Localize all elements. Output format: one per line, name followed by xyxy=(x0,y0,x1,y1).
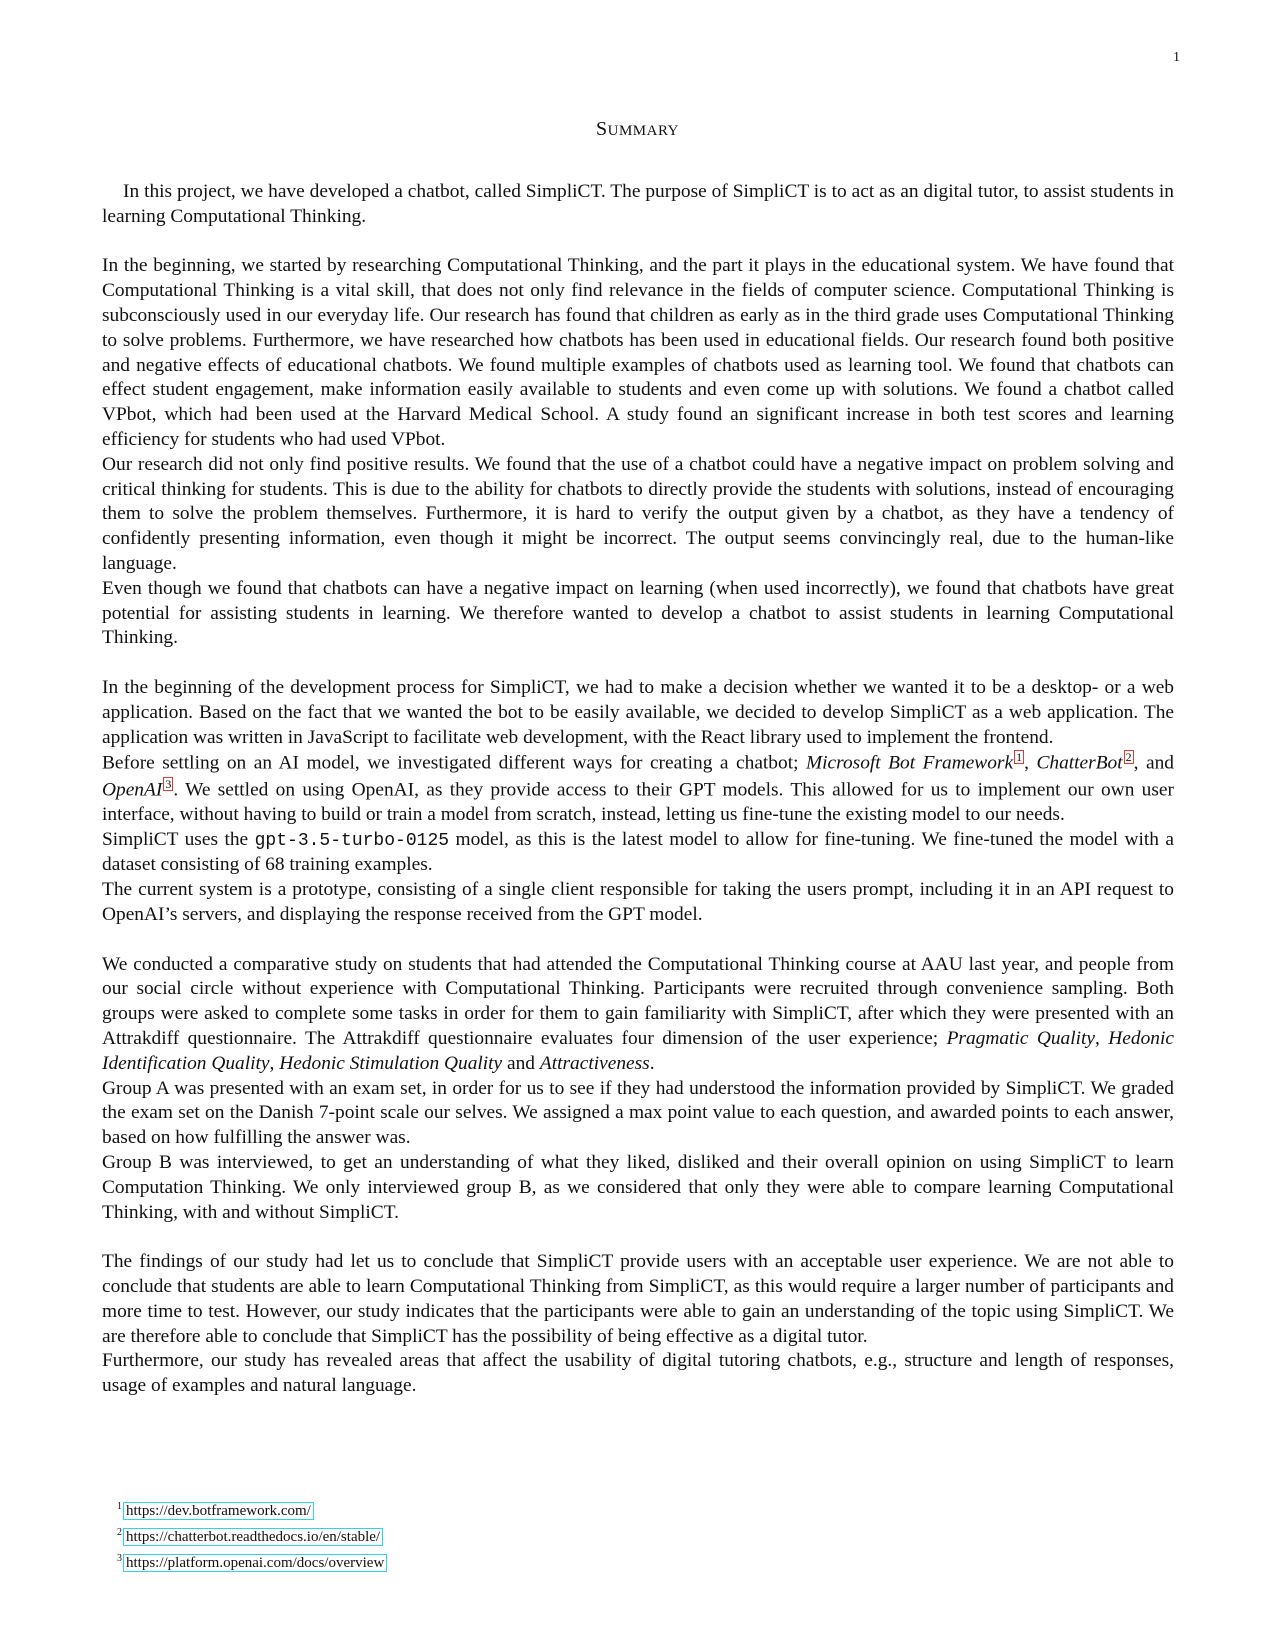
footnote-link-2[interactable]: https://chatterbot.readthedocs.io/en/stable/ xyxy=(123,1528,383,1546)
hedonic-identification-term: Hedonic Identification Quality xyxy=(102,1028,1174,1074)
footnotes xyxy=(117,1496,387,1574)
hedonic-stimulation-term: Hedonic Stimulation Quality xyxy=(279,1052,503,1074)
pragmatic-quality-term: Pragmatic Quality xyxy=(946,1028,1096,1050)
paragraph-prototype: The current system is a prototype, consisting of a single client responsible for taking the users prompt, including it in an API request to OpenAI’s servers, and displaying the response received from the GPT model. xyxy=(102,879,1174,926)
microsoft-bot-framework-term: Microsoft Bot Framework xyxy=(805,752,1014,774)
paragraph-study: We conducted a comparative study on students that had attended the Computational Thinking course at AAU last year, and people from our social circle without experience with Computational Thinking. Participants were recruited through convenience sampling. Both groups were asked to complete some tasks in order for them to gain familiarity with SimpliCT, after which they were presented with an Attrakdiff questionnaire. The Attrakdiff questionnaire evaluates four dimension of the user experience; Pragmatic Quality, Hedonic Identification Quality, Hedonic Stimulation Quality and Attractiveness. xyxy=(102,953,1174,1074)
footnote-link-3[interactable]: https://platform.openai.com/docs/overview xyxy=(123,1554,387,1572)
summary-body xyxy=(102,180,1174,1399)
footnote-3: $^3$ https://platform.openai.com/docs/overview xyxy=(117,1548,387,1574)
footnote-1: $^1$ https://dev.botframework.com/ xyxy=(117,1496,387,1522)
chatterbot-term: ChatterBot xyxy=(1036,752,1123,774)
paragraph-intro: In this project, we have developed a chatbot, called SimpliCT. The purpose of SimpliCT is to act as an digital tutor, to assist students in learning Computational Thinking. xyxy=(102,181,1174,227)
paragraph-usability: Furthermore, our study has revealed areas that affect the usability of digital tutoring chatbots, e.g., structure and length of responses, usage of examples and natural language. xyxy=(102,1350,1174,1397)
footnote-2: $^2$ https://chatterbot.readthedocs.io/en/stable/ xyxy=(117,1522,387,1548)
paragraph-model: SimpliCT uses the gpt-3.5-turbo-0125 model, as this is the latest model to allow for fine-tuning. We fine-tuned the model with a dataset consisting of 68 training examples. xyxy=(102,828,1175,876)
paragraph-potential: Even though we found that chatbots can have a negative impact on learning (when used incorrectly), we found that chatbots have great potential for assisting students in learning. We therefore wanted to develop a chatbot to assist students in learning Computational Thinking. xyxy=(102,577,1174,649)
page-number: 1 xyxy=(1173,50,1180,65)
footnote-ref-1[interactable]: 1 xyxy=(1016,750,1023,765)
footnote-link-1[interactable]: https://dev.botframework.com/ xyxy=(123,1502,314,1520)
section-title xyxy=(0,118,1275,141)
title-rest: UMMARY xyxy=(607,123,679,139)
model-name: gpt-3.5-turbo-0125 xyxy=(254,830,450,851)
title-initial: S xyxy=(596,118,608,140)
paragraph-development: In the beginning of the development process for SimpliCT, we had to make a decision whether we wanted it to be a desktop- or a web application. Based on the fact that we wanted the bot to be easily available, we decided to develop SimpliCT as a web application. The application was written in JavaScript to facilitate web development, with the React library used to implement the frontend. xyxy=(102,676,1174,748)
paragraph-group-b: Group B was interviewed, to get an understanding of what they liked, disliked and their overall opinion on using SimpliCT to learn Computation Thinking. We only interviewed group B, as we considered that only they were able to compare learning Computational Thinking, with and without SimpliCT. xyxy=(102,1152,1174,1223)
paragraph-negative-results: Our research did not only find positive results. We found that the use of a chatbot could have a negative impact on problem solving and critical thinking for students. This is due to the ability for chatbots to directly provide the students with solutions, instead of encouraging them to solve the problem themselves. Furthermore, it is hard to verify the output given by a chatbot, as they have a tendency of confidently presenting information, even though it might be incorrect. The output seems convincingly real, due to the human-like language. xyxy=(102,453,1174,574)
openai-term: OpenAI xyxy=(102,779,163,801)
paragraph-findings: The findings of our study had let us to conclude that SimpliCT provide users with an acceptable user experience. We are not able to conclude that students are able to learn Computational Thinking from SimpliCT, as this would require a larger number of participants and more time to test. However, our study indicates that the participants were able to gain an understanding of the topic using SimpliCT. We are therefore able to conclude that SimpliCT has the possibility of being effective as a digital tutor. xyxy=(102,1251,1174,1347)
paragraph-research: In the beginning, we started by researching Computational Thinking, and the part it plays in the educational system. We have found that Computational Thinking is a vital skill, that does not only find relevance in the fields of computer science. Computational Thinking is subconsciously used in our everyday life. Our research has found that children as early as in the third grade uses Computational Thinking to solve problems. Furthermore, we have researched how chatbots has been used in educational fields. Our research found both positive and negative effects of educational chatbots. We found multiple examples of chatbots used as learning tool. We found that chatbots can effect student engagement, make information easily available to students and even come up with solutions. We found a chatbot called VPbot, which had been used at the Harvard Medical School. A study found an significant increase in both test scores and learning efficiency for students who had used VPbot. xyxy=(102,255,1174,450)
footnote-ref-2[interactable]: 2 xyxy=(1125,750,1132,765)
attractiveness-term: Attractiveness xyxy=(539,1052,650,1074)
footnote-ref-3[interactable]: 3 xyxy=(165,776,172,791)
paragraph-ai-model: Before settling on an AI model, we investigated different ways for creating a chatbot; Microsoft Bot Framework 1 , ChatterBot 2 , and OpenAI 3 . We settled on using OpenAI, as they provide access to their GPT models. This allowed for us to implement our own user interface, without having to build or train a model from scratch, instead, letting us fine-tune the existing model to our needs. xyxy=(102,750,1174,825)
paragraph-group-a: Group A was presented with an exam set, in order for us to see if they had understood the information provided by SimpliCT. We graded the exam set on the Danish 7-point scale our selves. We assigned a max point value to each question, and awarded points to each answer, based on how fulfilling the answer was. xyxy=(102,1077,1174,1149)
